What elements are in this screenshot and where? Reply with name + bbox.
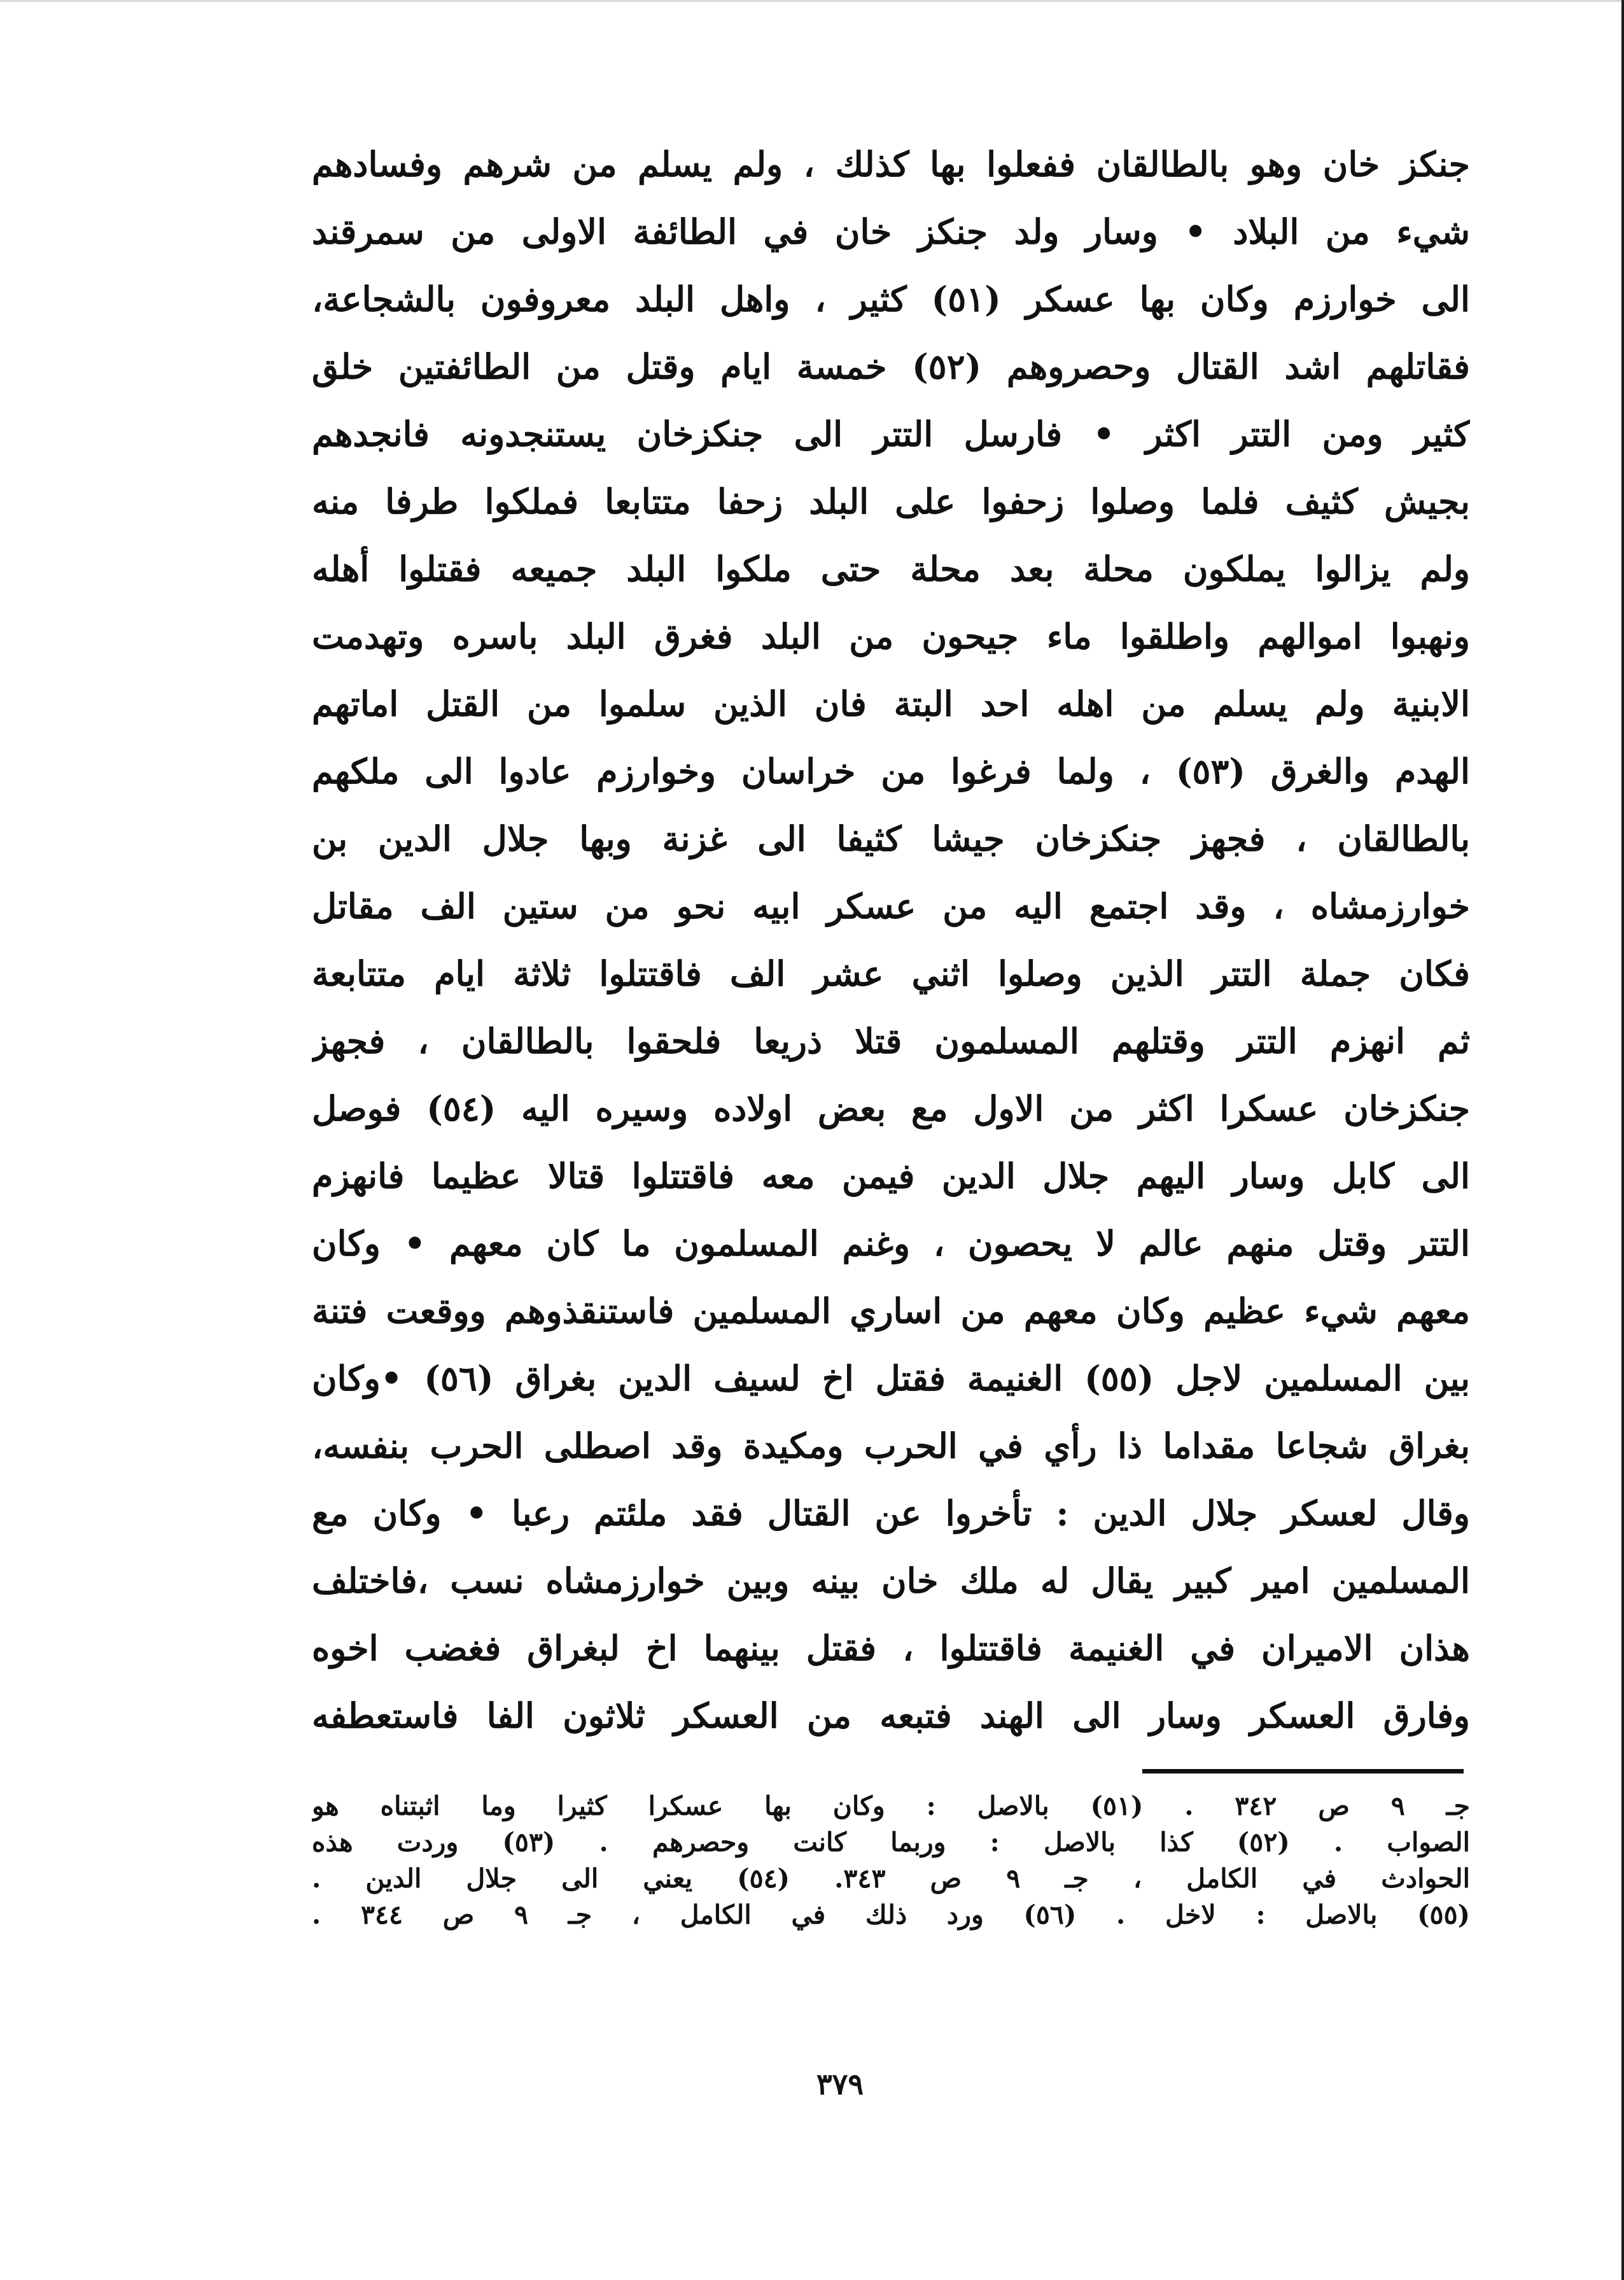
text-line: فقاتلهم اشد القتال وحصروهم (٥٢) خمسة ايام وقتل من الطائفتين خلق (312, 346, 1470, 387)
text-line: فكان جملة التتر الذين وصلوا اثني عشر الف فاقتتلوا ثلاثة ايام متتابعة (312, 953, 1470, 994)
text-line: الى كابل وسار اليهم جلال الدين فيمن معه فاقتتلوا قتالا عظيما فانهزم (312, 1156, 1470, 1196)
footnote-line: الحوادث في الكامل ، جـ ٩ ص ٣٤٣. (٥٤) يعني الى جلال الدين . (312, 1863, 1470, 1894)
footnote-line: (٥٥) بالاصل : لاخل . (٥٦) ورد ذلك في الكامل ، جـ ٩ ص ٣٤٤ . (312, 1899, 1470, 1930)
text-line: جنكز خان وهو بالطالقان ففعلوا بها كذلك ، ولم يسلم من شرهم وفسادهم (312, 144, 1470, 185)
text-line: بغراق شجاعا مقداما ذا رأي في الحرب ومكيدة وقد اصطلى الحرب بنفسه، (312, 1425, 1470, 1466)
text-line: ثم انهزم التتر وقتلهم المسلمون قتلا ذريعا فلحقوا بالطالقان ، فجهز (312, 1021, 1470, 1061)
text-line: شيء من البلاد • وسار ولد جنكز خان في الطائفة الاولى من سمرقند (312, 211, 1470, 252)
text-line: وفارق العسكر وسار الى الهند فتبعه من العسكر ثلاثون الفا فاستعطفه (312, 1695, 1470, 1736)
text-line: الى خوارزم وكان بها عسكر (٥١) كثير ، واهل البلد معروفون بالشجاعة، (312, 279, 1470, 319)
text-line: ونهبوا اموالهم واطلقوا ماء جيحون من البلد فغرق البلد باسره وتهدمت (312, 616, 1470, 657)
text-line: وقال لعسكر جلال الدين : تأخروا عن القتال فقد ملئتم رعبا • وكان مع (312, 1493, 1470, 1534)
text-line: بين المسلمين لاجل (٥٥) الغنيمة فقتل اخ لسيف الدين بغراق (٥٦) •وكان (312, 1358, 1470, 1399)
text-line: بجيش كثيف فلما وصلوا زحفوا على البلد زحفا متتابعا فملكوا طرفا منه (312, 481, 1470, 522)
footnote-line: جـ ٩ ص ٣٤٢ . (٥١) بالاصل : وكان بها عسكرا كثيرا وما اثبتناه هو (312, 1791, 1470, 1821)
text-line: الابنية ولم يسلم من اهله احد البتة فان الذين سلموا من القتل اماتهم (312, 683, 1470, 724)
text-line: كثير ومن التتر اكثر • فارسل التتر الى جنكزخان يستنجدونه فانجدهم (312, 414, 1470, 454)
page-right-edge (1621, 0, 1624, 2280)
footnotes (312, 1788, 1470, 1933)
footnote-line: الصواب . (٥٢) كذا بالاصل : وربما كانت وحصرهم . (٥٣) وردت هذه (312, 1827, 1470, 1857)
text-line: الهدم والغرق (٥٣) ، ولما فرغوا من خراسان وخوارزم عادوا الى ملكهم (312, 751, 1470, 792)
text-line: خوارزمشاه ، وقد اجتمع اليه من عسكر ابيه نحو من ستين الف مقاتل (312, 886, 1470, 927)
text-line: هذان الاميران في الغنيمة فاقتتلوا ، فقتل بينهما اخ لبغراق فغضب اخوه (312, 1628, 1470, 1668)
text-line: ولم يزالوا يملكون محلة بعد محلة حتى ملكوا البلد جميعه فقتلوا أهله (312, 549, 1470, 589)
text-line: بالطالقان ، فجهز جنكزخان جيشا كثيفا الى غزنة وبها جلال الدين بن (312, 818, 1470, 859)
footnote-separator (1142, 1769, 1464, 1773)
text-line: معهم شيء عظيم وكان معهم من اساري المسلمين فاستنقذوهم ووقعت فتنة (312, 1290, 1470, 1331)
page-top-edge (0, 0, 1624, 2)
text-line: جنكزخان عسكرا اكثر من الاول مع بعض اولاده وسيره اليه (٥٤) فوصل (312, 1088, 1470, 1129)
text-line: المسلمين امير كبير يقال له ملك خان بينه وبين خوارزمشاه نسب ،فاختلف (312, 1560, 1470, 1601)
main-text (312, 130, 1470, 1749)
page-number: ٣٧٩ (816, 2067, 864, 2101)
text-line: التتر وقتل منهم عالم لا يحصون ، وغنم المسلمون ما كان معهم • وكان (312, 1223, 1470, 1264)
